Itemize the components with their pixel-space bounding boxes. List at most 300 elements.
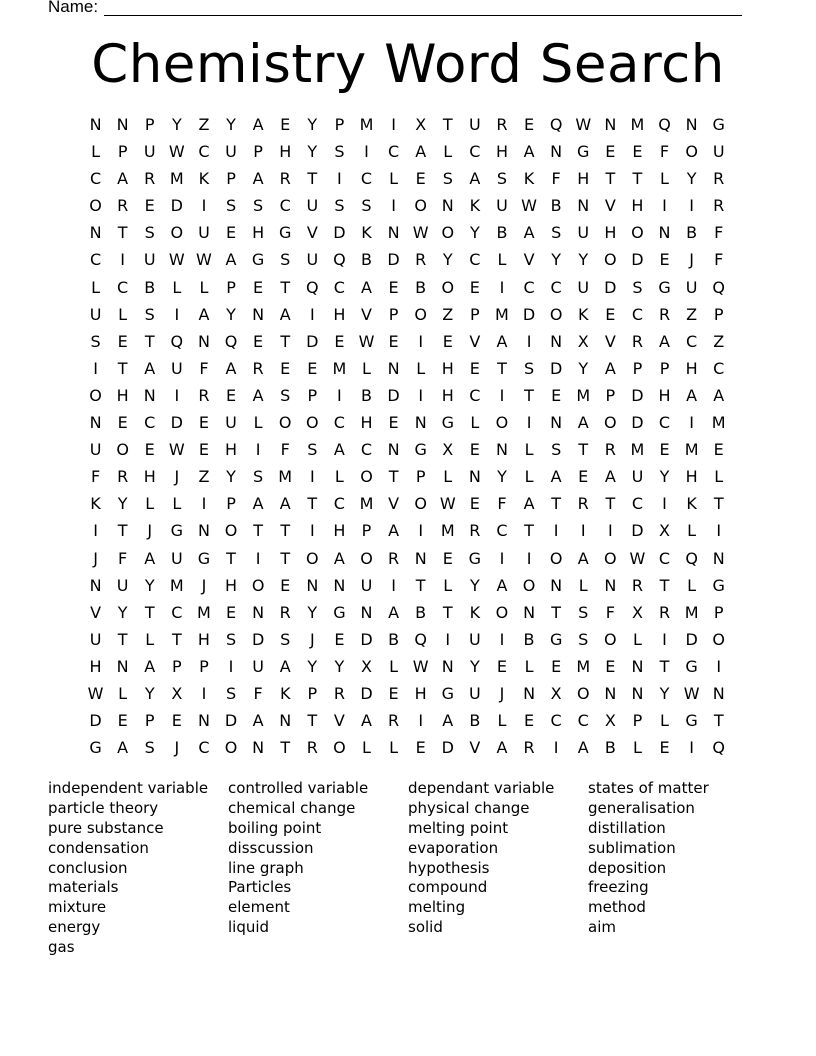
grid-letter[interactable]: E	[415, 169, 426, 189]
grid-letter[interactable]: W	[168, 440, 185, 460]
grid-letter[interactable]: M	[684, 440, 699, 460]
grid-letter[interactable]: Q	[306, 277, 319, 297]
grid-letter[interactable]: A	[225, 358, 237, 378]
grid-letter[interactable]: B	[523, 629, 535, 649]
grid-letter[interactable]: S	[307, 440, 318, 460]
grid-letter[interactable]: N	[631, 656, 644, 676]
grid-letter[interactable]: Y	[578, 358, 589, 378]
grid-letter[interactable]: A	[496, 331, 508, 351]
grid-letter[interactable]: B	[360, 385, 372, 405]
grid-letter[interactable]: W	[412, 656, 429, 676]
grid-letter[interactable]: E	[280, 115, 291, 134]
grid-letter[interactable]: C	[550, 277, 562, 297]
grid-letter[interactable]: I	[662, 196, 667, 216]
grid-letter[interactable]: U	[198, 223, 210, 243]
grid-letter[interactable]: H	[360, 413, 373, 433]
grid-letter[interactable]: X	[577, 331, 589, 351]
grid-letter[interactable]: N	[604, 575, 617, 595]
grid-letter[interactable]: U	[143, 142, 156, 162]
grid-letter[interactable]: F	[497, 494, 507, 514]
grid-letter[interactable]: N	[685, 115, 698, 134]
grid-letter[interactable]: G	[441, 413, 454, 433]
grid-letter[interactable]: P	[659, 358, 670, 378]
grid-letter[interactable]: U	[306, 196, 319, 216]
grid-letter[interactable]: I	[337, 169, 342, 189]
grid-letter[interactable]: S	[253, 196, 264, 216]
grid-letter[interactable]: N	[197, 711, 210, 731]
grid-letter[interactable]: K	[279, 683, 291, 703]
grid-letter[interactable]: S	[280, 250, 291, 270]
grid-letter[interactable]: N	[441, 196, 454, 216]
grid-letter[interactable]: T	[117, 521, 128, 541]
grid-letter[interactable]: U	[360, 575, 373, 595]
grid-letter[interactable]: Y	[469, 223, 480, 243]
grid-letter[interactable]: I	[689, 196, 694, 216]
grid-letter[interactable]: O	[522, 575, 536, 595]
grid-letter[interactable]: O	[224, 738, 238, 758]
grid-letter[interactable]: G	[712, 115, 725, 134]
grid-letter[interactable]: K	[469, 196, 481, 216]
grid-letter[interactable]: U	[143, 250, 156, 270]
grid-letter[interactable]: H	[631, 196, 644, 216]
grid-letter[interactable]: Y	[686, 169, 697, 189]
grid-letter[interactable]: W	[683, 683, 700, 703]
grid-letter[interactable]: I	[228, 656, 234, 676]
grid-letter[interactable]: N	[468, 467, 481, 487]
grid-letter[interactable]: J	[499, 683, 505, 703]
grid-letter[interactable]: I	[716, 656, 722, 676]
grid-letter[interactable]: U	[712, 142, 725, 162]
grid-letter[interactable]: L	[714, 467, 724, 487]
grid-letter[interactable]: S	[225, 629, 237, 649]
grid-letter[interactable]: C	[333, 494, 345, 514]
grid-letter[interactable]: I	[93, 521, 98, 541]
grid-letter[interactable]: U	[469, 683, 481, 703]
grid-letter[interactable]: E	[713, 440, 724, 460]
grid-letter[interactable]: P	[307, 683, 318, 703]
grid-letter[interactable]: J	[147, 521, 153, 541]
grid-letter[interactable]: D	[170, 413, 183, 433]
grid-letter[interactable]: U	[170, 548, 183, 568]
grid-letter[interactable]: A	[523, 494, 535, 514]
grid-letter[interactable]: A	[144, 548, 156, 568]
grid-letter[interactable]: A	[496, 575, 508, 595]
grid-letter[interactable]: E	[280, 358, 291, 378]
grid-letter[interactable]: I	[418, 711, 424, 731]
grid-letter[interactable]: F	[714, 250, 724, 270]
grid-letter[interactable]: L	[389, 656, 399, 676]
grid-letter[interactable]: Z	[198, 115, 210, 134]
grid-letter[interactable]: E	[307, 358, 318, 378]
grid-letter[interactable]: X	[604, 711, 616, 731]
grid-letter[interactable]: L	[334, 467, 344, 487]
grid-letter[interactable]: R	[306, 738, 318, 758]
grid-letter[interactable]: O	[360, 548, 373, 568]
grid-letter[interactable]: M	[359, 115, 374, 134]
grid-letter[interactable]: L	[687, 575, 697, 595]
grid-letter[interactable]: D	[631, 250, 644, 270]
grid-letter[interactable]: V	[361, 304, 372, 324]
grid-letter[interactable]: F	[659, 142, 670, 162]
grid-letter[interactable]: T	[280, 331, 291, 351]
grid-letter[interactable]: F	[551, 169, 561, 189]
grid-letter[interactable]: N	[550, 413, 563, 433]
grid-letter[interactable]: R	[117, 467, 129, 487]
grid-letter[interactable]: G	[333, 602, 346, 622]
grid-letter[interactable]: V	[604, 196, 616, 216]
grid-letter[interactable]: Q	[658, 115, 671, 134]
grid-letter[interactable]: N	[441, 656, 454, 676]
grid-letter[interactable]: H	[333, 521, 346, 541]
grid-letter[interactable]: E	[117, 331, 128, 351]
grid-letter[interactable]: I	[201, 494, 207, 514]
grid-letter[interactable]: R	[523, 738, 535, 758]
grid-letter[interactable]: D	[360, 629, 373, 649]
grid-letter[interactable]: M	[684, 602, 699, 622]
grid-letter[interactable]: A	[604, 467, 616, 487]
grid-letter[interactable]: R	[496, 115, 508, 134]
grid-letter[interactable]: I	[309, 467, 315, 487]
grid-letter[interactable]: N	[252, 304, 265, 324]
grid-letter[interactable]: O	[549, 304, 563, 324]
grid-letter[interactable]: N	[333, 575, 346, 595]
grid-letter[interactable]: Y	[171, 115, 182, 134]
grid-letter[interactable]: O	[251, 575, 265, 595]
grid-letter[interactable]: S	[225, 683, 237, 703]
grid-letter[interactable]: N	[197, 331, 210, 351]
grid-letter[interactable]: M	[169, 169, 184, 189]
grid-letter[interactable]: D	[631, 413, 644, 433]
grid-letter[interactable]: H	[143, 467, 156, 487]
grid-letter[interactable]: G	[279, 223, 292, 243]
grid-letter[interactable]: U	[469, 115, 481, 134]
grid-letter[interactable]: I	[553, 521, 559, 541]
grid-letter[interactable]: G	[414, 440, 427, 460]
grid-letter[interactable]: Q	[685, 548, 698, 568]
grid-letter[interactable]: W	[87, 683, 104, 703]
grid-letter[interactable]: D	[360, 683, 373, 703]
grid-letter[interactable]: Y	[307, 656, 318, 676]
grid-letter[interactable]: I	[418, 385, 424, 405]
grid-letter[interactable]: I	[526, 413, 532, 433]
grid-letter[interactable]: L	[389, 738, 399, 758]
grid-letter[interactable]: M	[495, 304, 509, 324]
grid-letter[interactable]: H	[225, 575, 238, 595]
grid-letter[interactable]: F	[605, 602, 615, 622]
grid-letter[interactable]: V	[90, 602, 102, 622]
grid-letter[interactable]: T	[713, 711, 724, 731]
grid-letter[interactable]: N	[604, 683, 617, 703]
grid-letter[interactable]: E	[225, 602, 237, 622]
grid-letter[interactable]: Q	[549, 115, 563, 134]
grid-letter[interactable]: W	[521, 196, 537, 216]
grid-letter[interactable]: Z	[442, 304, 454, 324]
grid-letter[interactable]: E	[144, 440, 155, 460]
grid-letter[interactable]: O	[278, 413, 292, 433]
grid-letter[interactable]: V	[333, 711, 345, 731]
grid-letter[interactable]: S	[551, 440, 562, 460]
grid-letter[interactable]: T	[280, 277, 291, 297]
grid-letter[interactable]: I	[716, 521, 722, 541]
grid-letter[interactable]: E	[198, 440, 209, 460]
grid-letter[interactable]: E	[334, 331, 345, 351]
grid-letter[interactable]: S	[578, 602, 589, 622]
grid-letter[interactable]: A	[523, 142, 535, 162]
grid-letter[interactable]: N	[414, 548, 427, 568]
grid-letter[interactable]: E	[469, 277, 480, 297]
grid-letter[interactable]: N	[306, 575, 319, 595]
grid-letter[interactable]: P	[334, 115, 345, 134]
grid-letter[interactable]: L	[497, 250, 507, 270]
grid-letter[interactable]: N	[143, 385, 156, 405]
grid-letter[interactable]: U	[116, 575, 129, 595]
grid-letter[interactable]: E	[442, 331, 453, 351]
grid-letter[interactable]: I	[553, 738, 559, 758]
grid-letter[interactable]: H	[685, 467, 698, 487]
grid-letter[interactable]: T	[605, 169, 616, 189]
grid-letter[interactable]: L	[443, 467, 453, 487]
grid-letter[interactable]: E	[551, 656, 562, 676]
grid-letter[interactable]: D	[604, 277, 617, 297]
grid-letter[interactable]: C	[523, 277, 535, 297]
grid-letter[interactable]: O	[576, 683, 590, 703]
grid-letter[interactable]: N	[523, 683, 536, 703]
grid-letter[interactable]: A	[442, 711, 454, 731]
grid-letter[interactable]: T	[713, 494, 724, 514]
grid-letter[interactable]: E	[388, 277, 399, 297]
grid-letter[interactable]: T	[171, 629, 182, 649]
grid-letter[interactable]: E	[253, 277, 264, 297]
grid-letter[interactable]: Y	[117, 494, 128, 514]
grid-letter[interactable]: J	[201, 575, 207, 595]
grid-letter[interactable]: I	[309, 521, 315, 541]
grid-letter[interactable]: H	[89, 656, 102, 676]
grid-letter[interactable]: A	[198, 304, 210, 324]
grid-letter[interactable]: K	[577, 304, 589, 324]
grid-letter[interactable]: N	[712, 548, 725, 568]
grid-letter[interactable]: W	[168, 250, 185, 270]
grid-letter[interactable]: E	[225, 385, 237, 405]
grid-letter[interactable]: R	[388, 548, 400, 568]
grid-letter[interactable]: E	[225, 223, 237, 243]
grid-letter[interactable]: D	[387, 385, 400, 405]
grid-letter[interactable]: G	[170, 521, 184, 541]
grid-letter[interactable]: O	[224, 521, 238, 541]
grid-letter[interactable]: N	[360, 602, 373, 622]
grid-letter[interactable]: R	[117, 196, 129, 216]
grid-letter[interactable]: L	[172, 494, 182, 514]
name-field[interactable]	[48, 0, 742, 18]
grid-letter[interactable]: J	[174, 467, 180, 487]
grid-letter[interactable]: H	[279, 142, 292, 162]
grid-letter[interactable]: E	[442, 548, 453, 568]
grid-letter[interactable]: N	[89, 413, 102, 433]
grid-letter[interactable]: V	[306, 223, 318, 243]
grid-letter[interactable]: K	[469, 602, 481, 622]
grid-letter[interactable]: S	[578, 629, 589, 649]
grid-letter[interactable]: B	[604, 738, 616, 758]
grid-letter[interactable]: H	[577, 169, 590, 189]
grid-letter[interactable]: P	[605, 385, 616, 405]
grid-letter[interactable]: M	[440, 521, 455, 541]
grid-letter[interactable]: B	[686, 223, 698, 243]
grid-letter[interactable]: P	[388, 304, 399, 324]
grid-letter[interactable]: L	[416, 358, 426, 378]
grid-letter[interactable]: R	[252, 358, 264, 378]
grid-letter[interactable]: P	[713, 602, 724, 622]
grid-letter[interactable]: D	[224, 711, 238, 731]
grid-letter[interactable]: T	[551, 602, 562, 622]
grid-letter[interactable]: A	[333, 440, 345, 460]
grid-letter[interactable]: C	[360, 169, 373, 189]
grid-letter[interactable]: N	[387, 223, 400, 243]
grid-letter[interactable]: I	[201, 683, 207, 703]
grid-letter[interactable]: R	[577, 494, 589, 514]
grid-letter[interactable]: D	[549, 358, 563, 378]
grid-letter[interactable]: F	[199, 358, 209, 378]
grid-letter[interactable]: R	[713, 196, 725, 216]
grid-letter[interactable]: A	[604, 358, 616, 378]
grid-letter[interactable]: A	[361, 711, 372, 731]
grid-letter[interactable]: L	[524, 467, 534, 487]
grid-letter[interactable]: L	[362, 358, 371, 378]
grid-letter[interactable]: O	[170, 223, 184, 243]
grid-letter[interactable]: M	[197, 602, 211, 622]
grid-letter[interactable]: K	[198, 169, 210, 189]
grid-letter[interactable]: W	[629, 548, 646, 568]
grid-letter[interactable]: N	[252, 602, 265, 622]
grid-letter[interactable]: G	[441, 683, 454, 703]
grid-letter[interactable]: T	[659, 575, 670, 595]
grid-letter[interactable]: A	[144, 358, 156, 378]
grid-letter[interactable]: L	[145, 494, 155, 514]
grid-letter[interactable]: Y	[469, 656, 480, 676]
grid-letter[interactable]: X	[442, 440, 454, 460]
grid-letter[interactable]: N	[387, 358, 400, 378]
grid-letter[interactable]: C	[333, 277, 345, 297]
grid-letter[interactable]: R	[658, 602, 671, 622]
grid-letter[interactable]: T	[442, 602, 453, 622]
grid-letter[interactable]: M	[576, 385, 591, 405]
grid-letter[interactable]: C	[577, 711, 589, 731]
grid-letter[interactable]: C	[658, 413, 671, 433]
name-underline[interactable]	[104, 15, 742, 16]
grid-letter[interactable]: S	[632, 277, 643, 297]
grid-letter[interactable]: Z	[686, 304, 698, 324]
grid-letter[interactable]: I	[445, 629, 451, 649]
grid-letter[interactable]: Q	[333, 250, 346, 270]
grid-letter[interactable]: N	[712, 683, 725, 703]
grid-letter[interactable]: E	[144, 196, 155, 216]
grid-letter[interactable]: T	[578, 440, 589, 460]
grid-letter[interactable]: T	[117, 358, 128, 378]
grid-letter[interactable]: N	[550, 575, 563, 595]
grid-letter[interactable]: I	[580, 521, 586, 541]
grid-letter[interactable]: E	[334, 629, 345, 649]
grid-letter[interactable]: T	[144, 331, 155, 351]
grid-letter[interactable]: S	[442, 169, 453, 189]
grid-letter[interactable]: K	[90, 494, 101, 514]
grid-letter[interactable]: B	[360, 250, 372, 270]
grid-letter[interactable]: W	[412, 223, 429, 243]
grid-letter[interactable]: E	[659, 738, 670, 758]
grid-letter[interactable]: L	[687, 521, 697, 541]
grid-letter[interactable]: O	[414, 196, 427, 216]
grid-letter[interactable]: O	[360, 467, 373, 487]
grid-letter[interactable]: T	[659, 656, 670, 676]
grid-letter[interactable]: A	[388, 602, 400, 622]
grid-letter[interactable]: K	[686, 494, 697, 514]
grid-letter[interactable]: N	[495, 440, 508, 460]
grid-letter[interactable]: X	[631, 602, 643, 622]
grid-letter[interactable]: C	[550, 711, 562, 731]
grid-letter[interactable]: A	[577, 548, 589, 568]
grid-letter[interactable]: I	[255, 440, 261, 460]
grid-letter[interactable]: Q	[224, 331, 238, 351]
grid-letter[interactable]: U	[89, 440, 102, 460]
grid-letter[interactable]: C	[658, 548, 671, 568]
grid-letter[interactable]: A	[577, 413, 589, 433]
letter-grid[interactable]	[82, 111, 733, 761]
grid-letter[interactable]: P	[253, 142, 263, 162]
grid-letter[interactable]: V	[469, 738, 481, 758]
grid-letter[interactable]: C	[631, 494, 643, 514]
grid-letter[interactable]: I	[418, 521, 424, 541]
grid-letter[interactable]: G	[712, 575, 725, 595]
grid-letter[interactable]: O	[604, 548, 617, 568]
grid-letter[interactable]: O	[89, 196, 102, 216]
grid-letter[interactable]: S	[280, 385, 291, 405]
grid-letter[interactable]: Y	[497, 467, 507, 487]
grid-letter[interactable]: T	[307, 494, 318, 514]
grid-letter[interactable]: M	[630, 440, 645, 460]
grid-letter[interactable]: B	[388, 629, 400, 649]
grid-letter[interactable]: A	[523, 223, 535, 243]
grid-letter[interactable]: H	[441, 385, 454, 405]
grid-letter[interactable]: P	[307, 385, 318, 405]
grid-letter[interactable]: Q	[712, 277, 725, 297]
grid-letter[interactable]: I	[689, 413, 694, 433]
grid-letter[interactable]: D	[89, 711, 102, 731]
grid-letter[interactable]: T	[226, 548, 236, 568]
grid-letter[interactable]: Z	[198, 467, 210, 487]
grid-letter[interactable]: U	[225, 413, 237, 433]
grid-letter[interactable]: E	[469, 494, 480, 514]
grid-letter[interactable]: T	[388, 467, 399, 487]
grid-letter[interactable]: E	[578, 467, 589, 487]
grid-letter[interactable]: N	[279, 711, 292, 731]
grid-letter[interactable]: L	[253, 413, 263, 433]
grid-letter[interactable]: O	[116, 440, 129, 460]
grid-letter[interactable]: T	[524, 521, 534, 541]
grid-letter[interactable]: I	[120, 250, 125, 270]
grid-letter[interactable]: C	[713, 358, 725, 378]
grid-letter[interactable]: R	[415, 250, 427, 270]
grid-letter[interactable]: C	[144, 413, 156, 433]
grid-letter[interactable]: M	[711, 413, 726, 433]
grid-letter[interactable]: W	[575, 115, 592, 134]
grid-letter[interactable]: Q	[712, 738, 725, 758]
grid-letter[interactable]: N	[550, 142, 563, 162]
grid-letter[interactable]: L	[443, 142, 453, 162]
grid-letter[interactable]: R	[388, 711, 400, 731]
grid-letter[interactable]: C	[496, 521, 508, 541]
grid-letter[interactable]: E	[632, 142, 643, 162]
grid-letter[interactable]: G	[577, 142, 590, 162]
grid-letter[interactable]: C	[89, 169, 102, 189]
grid-letter[interactable]: E	[388, 683, 399, 703]
grid-letter[interactable]: A	[225, 250, 237, 270]
